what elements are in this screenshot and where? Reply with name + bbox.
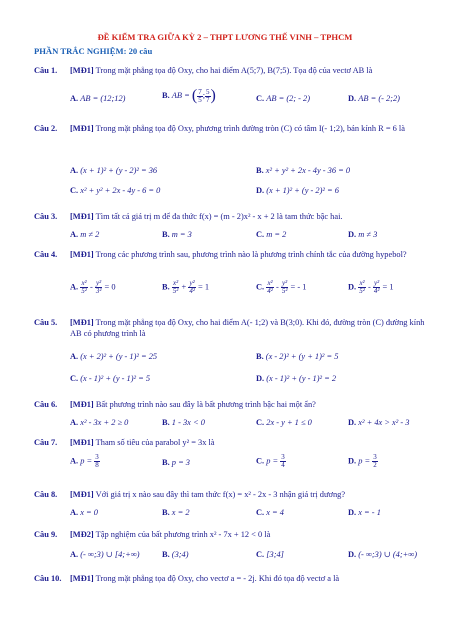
question-text: [70, 318, 428, 339]
option-d[interactable]: D. m ≠ 3: [348, 230, 378, 239]
answer-options: [70, 352, 430, 368]
question-number: Câu 6.: [34, 400, 58, 409]
option-a[interactable]: A. m ≠ 2: [70, 230, 100, 239]
difficulty-level: [MĐ1]: [70, 400, 94, 409]
answer-options: [70, 374, 430, 390]
question-text: [70, 438, 428, 449]
question-number: Câu 2.: [34, 124, 58, 133]
option-c[interactable]: C. $\frac{\text{x²}}{\text{4²}}$ - $\frac{\text{y²}}{\text{5²}}$ = - 1: [256, 279, 307, 295]
answer-options: [70, 550, 430, 566]
question-number: Câu 8.: [34, 490, 58, 499]
question-statement: Với giá trị x nào sau đây thì tam thức f(x) = x² - 2x - 3 nhận giá trị dương?: [93, 490, 346, 499]
difficulty-level: [MĐ1]: [70, 318, 94, 327]
option-b[interactable]: B. (3;4): [162, 550, 189, 559]
question-text: [70, 212, 428, 223]
option-a[interactable]: A. x = 0: [70, 508, 98, 517]
question-number: Câu 9.: [34, 530, 58, 539]
option-c[interactable]: C. m = 2: [256, 230, 287, 239]
question-number: Câu 1.: [34, 66, 58, 75]
option-a[interactable]: A. x² - 3x + 2 ≥ 0: [70, 418, 129, 427]
difficulty-level: [MĐ1]: [70, 574, 94, 583]
question-text: [70, 400, 428, 411]
difficulty-level: [MĐ1]: [70, 66, 94, 75]
section-heading: PHẦN TRẮC NGHIỆM: 20 câu: [34, 46, 153, 56]
question-statement: Trong mặt phẳng tọa độ Oxy, cho hai điểm A(- 1;2) và B(3;0). Khi đó, đường tròn (C) đường kính AB có phương trình là: [70, 318, 425, 338]
option-d[interactable]: D. (- ∞;3) ∪ (4;+∞): [348, 550, 418, 559]
option-d[interactable]: D. x² + 4x > x² - 3: [348, 418, 410, 427]
option-c[interactable]: C. p = $\frac{3}{4}$: [256, 453, 285, 469]
exam-title: ĐỀ KIỂM TRA GIỮA KỲ 2 – THPT LƯƠNG THẾ VINH – TPHCM: [97, 32, 353, 42]
question-statement: Trong mặt phẳng tọa độ Oxy, cho hai điểm A(5;7), B(7;5). Tọa độ của vectơ AB là: [93, 66, 373, 75]
difficulty-level: [MĐ2]: [70, 530, 94, 539]
question-number: Câu 7.: [34, 438, 58, 447]
answer-options: [70, 87, 430, 110]
answer-options: [70, 280, 430, 302]
option-c[interactable]: C. [3;4]: [256, 550, 284, 559]
option-d[interactable]: D. (x - 1)² + (y - 1)² = 2: [256, 374, 337, 383]
answer-options: [70, 186, 430, 202]
option-b[interactable]: B. AB = ( $\frac{7}{5}$ ; $\frac{5}{7}$ ): [162, 87, 216, 104]
option-a[interactable]: A. (x + 2)² + (y - 1)² = 25: [70, 352, 158, 361]
question-statement: Trong các phương trình sau, phương trình nào là phương trình chính tắc của đường hypebol?: [93, 250, 407, 259]
option-b[interactable]: B. $\frac{\text{x²}}{\text{5²}}$ + $\frac{\text{y²}}{\text{4²}}$ = 1: [162, 279, 210, 295]
option-a[interactable]: A. (x + 1)² + (y - 2)² = 36: [70, 166, 158, 175]
question-statement: Tham số tiêu của parabol y² = 3x là: [93, 438, 215, 447]
option-c[interactable]: C. AB = (2; - 2): [256, 94, 311, 103]
question-text: [70, 250, 428, 261]
option-a[interactable]: A. (- ∞;3) ∪ [4;+∞): [70, 550, 140, 559]
option-b[interactable]: B. 1 - 3x < 0: [162, 418, 205, 427]
question-text: [70, 124, 428, 135]
option-a[interactable]: A. AB = (12;12): [70, 94, 126, 103]
option-a[interactable]: A. p = $\frac{3}{8}$: [70, 453, 99, 469]
question-number: Câu 3.: [34, 212, 58, 221]
question-text: [70, 530, 428, 541]
option-b[interactable]: B. m = 3: [162, 230, 192, 239]
question-statement: Tìm tất cả giá trị m để đa thức f(x) = (m - 2)x² - x + 2 là tam thức bậc hai.: [93, 212, 343, 221]
option-c[interactable]: C. x = 4: [256, 508, 284, 517]
option-d[interactable]: D. p = $\frac{3}{2}$: [348, 453, 377, 469]
answer-options: [70, 230, 430, 246]
question-statement: Tập nghiệm của bất phương trình x² - 7x + 12 < 0 là: [93, 530, 271, 539]
option-a[interactable]: A. $\frac{\text{x²}}{\text{5²}}$ - $\frac{\text{y²}}{\text{3²}}$ = 0: [70, 279, 116, 295]
option-b[interactable]: B. (x - 2)² + (y + 1)² = 5: [256, 352, 339, 361]
difficulty-level: [MĐ1]: [70, 124, 94, 133]
question-statement: Trong mặt phẳng tọa độ Oxy, phương trình đường tròn (C) có tâm I(- 1;2), bán kính R = 6 là: [93, 124, 405, 133]
difficulty-level: [MĐ1]: [70, 212, 94, 221]
question-number: Câu 5.: [34, 318, 58, 327]
option-d[interactable]: D. x = - 1: [348, 508, 381, 517]
option-d[interactable]: D. AB = (- 2;2): [348, 94, 400, 103]
question-number: Câu 10.: [34, 574, 62, 583]
option-b[interactable]: B. x² + y² + 2x - 4y - 36 = 0: [256, 166, 351, 175]
difficulty-level: [MĐ1]: [70, 490, 94, 499]
option-d[interactable]: D. $\frac{\text{x²}}{\text{5²}}$ - $\frac{\text{y²}}{\text{4²}}$ = 1: [348, 279, 394, 295]
question-number: Câu 4.: [34, 250, 58, 259]
option-c[interactable]: C. (x - 1)² + (y - 1)² = 5: [70, 374, 151, 383]
difficulty-level: [MĐ1]: [70, 438, 94, 447]
answer-options: [70, 166, 430, 182]
option-b[interactable]: B. x = 2: [162, 508, 190, 517]
answer-options: [70, 454, 430, 476]
question-statement: Bất phương trình nào sau đây là bất phương trình bậc hai một ẩn?: [93, 400, 316, 409]
question-text: [70, 490, 428, 501]
question-text: [70, 66, 428, 77]
answer-options: [70, 508, 430, 524]
option-c[interactable]: C. x² + y² + 2x - 4y - 6 = 0: [70, 186, 161, 195]
difficulty-level: [MĐ1]: [70, 250, 94, 259]
question-text: [70, 574, 428, 585]
option-c[interactable]: C. 2x - y + 1 ≤ 0: [256, 418, 312, 427]
option-b[interactable]: B. p = 3: [162, 458, 190, 467]
question-statement: Trong mặt phẳng tọa độ Oxy, cho vectơ a = - 2j. Khi đó tọa độ vectơ a là: [93, 574, 340, 583]
answer-options: [70, 418, 430, 434]
option-d[interactable]: D. (x + 1)² + (y - 2)² = 6: [256, 186, 339, 195]
